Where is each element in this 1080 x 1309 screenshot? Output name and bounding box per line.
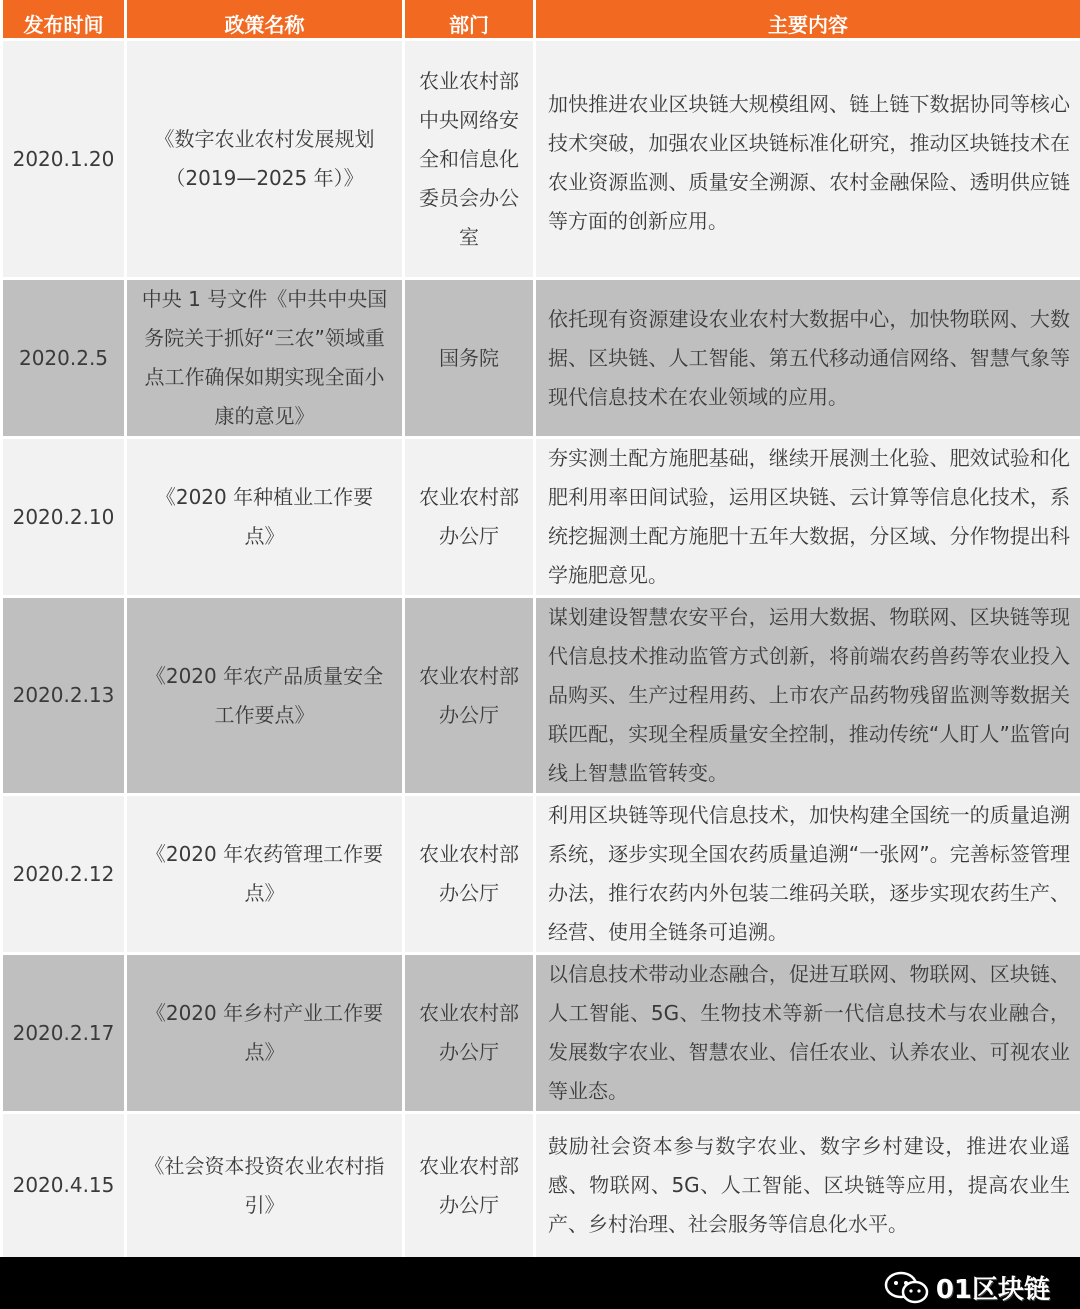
row-department: 农业农村部办公厅 [405,796,533,952]
row-policy-name: 《2020 年乡村产业工作要点》 [127,955,402,1111]
row-policy-name: 中央 1 号文件《中共中央国务院关于抓好“三农”领域重点工作确保如期实现全面小康的意见》 [127,280,402,436]
row-policy-name: 《数字农业农村发展规划（2019—2025 年）》 [127,41,402,277]
row-content: 夯实测土配方施肥基础，继续开展测土化验、肥效试验和化肥利用率田间试验，运用区块链、云计算等信息化技术，系统挖掘测土配方施肥十五年大数据，分区域、分作物提出科学施肥意见。 [536,439,1080,595]
row-policy-name: 《2020 年种植业工作要点》 [127,439,402,595]
table-row [3,955,1080,1111]
row-content: 加快推进农业区块链大规模组网、链上链下数据协同等核心技术突破，加强农业区块链标准化研究，推动区块链技术在农业资源监测、质量安全溯源、农村金融保险、透明供应链等方面的创新应用。 [536,41,1080,277]
row-department: 农业农村部 中央网络安全和信息化委员会办公室 [405,41,533,277]
header-date: 发布时间 [3,0,124,38]
table-row [3,598,1080,793]
row-department: 农业农村部办公厅 [405,955,533,1111]
watermark [884,1269,1050,1306]
row-department: 农业农村部办公厅 [405,439,533,595]
row-date: 2020.1.20 [3,41,124,277]
header-policy-name: 政策名称 [127,0,402,38]
row-content: 利用区块链等现代信息技术，加快构建全国统一的质量追溯系统，逐步实现全国农药质量追溯“一张网”。完善标签管理办法，推行农药内外包装二维码关联，逐步实现农药生产、经营、使用全链条可追溯。 [536,796,1080,952]
row-date: 2020.2.17 [3,955,124,1111]
header-content: 主要内容 [536,0,1080,38]
table-row [3,1114,1080,1257]
row-date: 2020.2.12 [3,796,124,952]
row-policy-name: 《社会资本投资农业农村指引》 [127,1114,402,1257]
row-date: 2020.2.10 [3,439,124,595]
row-policy-name: 《2020 年农药管理工作要点》 [127,796,402,952]
row-date: 2020.2.13 [3,598,124,793]
header-department: 部门 [405,0,533,38]
table-row [3,796,1080,952]
footer-bar [0,1257,1080,1309]
table-row [3,280,1080,436]
row-policy-name: 《2020 年农产品质量安全工作要点》 [127,598,402,793]
table-row [3,41,1080,277]
table-row [3,439,1080,595]
row-date: 2020.4.15 [3,1114,124,1257]
header-row [3,0,1080,38]
row-content: 依托现有资源建设农业农村大数据中心，加快物联网、大数据、区块链、人工智能、第五代移动通信网络、智慧气象等现代信息技术在农业领域的应用。 [536,280,1080,436]
row-department: 农业农村部办公厅 [405,1114,533,1257]
row-content: 鼓励社会资本参与数字农业、数字乡村建设，推进农业遥感、物联网、5G、人工智能、区块链等应用，提高农业生产、乡村治理、社会服务等信息化水平。 [536,1114,1080,1257]
row-content: 以信息技术带动业态融合，促进互联网、物联网、区块链、人工智能、5G、生物技术等新一代信息技术与农业融合，发展数字农业、智慧农业、信任农业、认养农业、可视农业等业态。 [536,955,1080,1111]
brand-name: 01区块链 [935,1275,1050,1305]
row-date: 2020.2.5 [3,280,124,436]
row-department: 农业农村部办公厅 [405,598,533,793]
wechat-icon [884,1271,930,1305]
row-content: 谋划建设智慧农安平台，运用大数据、物联网、区块链等现代信息技术推动监管方式创新，将前端农药兽药等农业投入品购买、生产过程用药、上市农产品药物残留监测等数据关联匹配，实现全程质量安全控制，推动传统“人盯人”监管向线上智慧监管转变。 [536,598,1080,793]
row-department: 国务院 [405,280,533,436]
